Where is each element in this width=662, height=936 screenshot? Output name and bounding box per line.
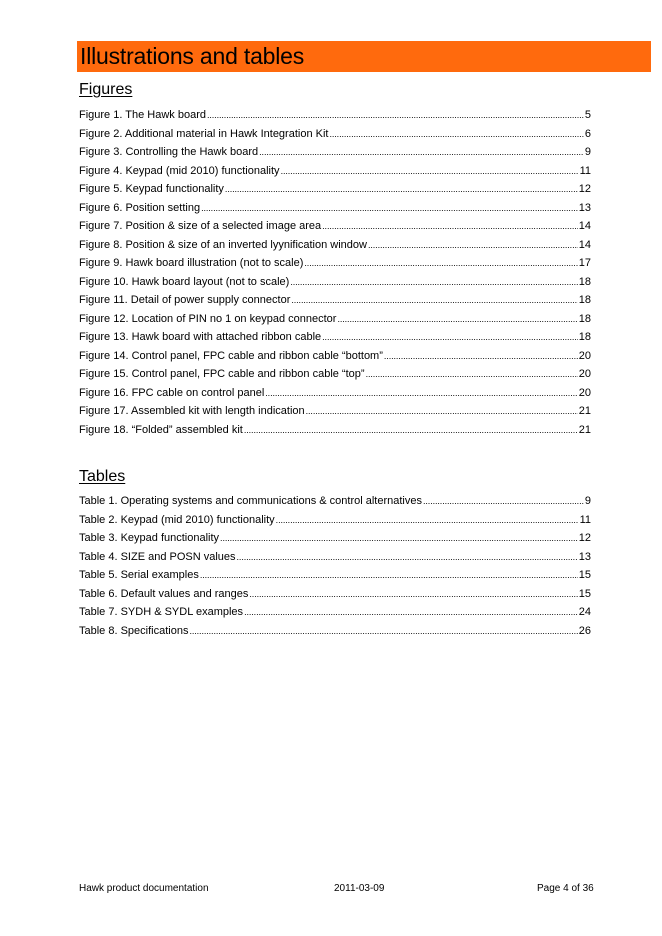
toc-entry[interactable] bbox=[79, 180, 591, 199]
page-title: Illustrations and tables bbox=[80, 43, 305, 69]
toc-entry-page: 21 bbox=[578, 405, 591, 417]
toc-entry-label: Table 5. Serial examples bbox=[79, 569, 199, 581]
toc-entry[interactable] bbox=[79, 603, 591, 622]
toc-leader-dots bbox=[207, 106, 584, 125]
toc-entry-page: 12 bbox=[578, 183, 591, 195]
toc-entry-label: Figure 9. Hawk board illustration (not to scale) bbox=[79, 257, 304, 269]
toc-leader-dots bbox=[249, 585, 577, 604]
toc-entry[interactable] bbox=[79, 511, 591, 530]
toc-entry-label: Table 4. SIZE and POSN values bbox=[79, 550, 236, 563]
toc-leader-dots bbox=[366, 365, 578, 384]
tables-heading: Tables bbox=[79, 468, 126, 485]
toc-leader-dots bbox=[201, 199, 578, 218]
toc-entry-label: Figure 4. Keypad (mid 2010) functionality bbox=[79, 164, 280, 177]
toc-entry-page: 21 bbox=[578, 423, 591, 436]
toc-entry[interactable] bbox=[79, 254, 591, 273]
toc-entry-label: Figure 5. Keypad functionality bbox=[79, 183, 224, 195]
toc-entry-label: Table 2. Keypad (mid 2010) functionality bbox=[79, 513, 275, 526]
toc-entry-label: Figure 11. Detail of power supply connector bbox=[79, 294, 291, 306]
toc-entry-label: Table 7. SYDH & SYDL examples bbox=[79, 606, 244, 618]
toc-leader-dots bbox=[337, 310, 577, 329]
toc-entry-label: Figure 16. FPC cable on control panel bbox=[79, 386, 265, 399]
toc-entry[interactable] bbox=[79, 384, 591, 403]
title-bar bbox=[77, 41, 651, 72]
toc-leader-dots bbox=[291, 291, 577, 310]
toc-leader-dots bbox=[304, 254, 577, 273]
footer-date: 2011-03-09 bbox=[334, 883, 385, 894]
footer-doc-name: Hawk product documentation bbox=[79, 883, 209, 894]
toc-entry[interactable] bbox=[79, 125, 591, 144]
toc-entry-label: Figure 12. Location of PIN no 1 on keypad connector bbox=[79, 312, 337, 325]
toc-entry-label: Figure 1. The Hawk board bbox=[79, 109, 206, 121]
toc-entry[interactable] bbox=[79, 347, 591, 366]
toc-entry-page: 18 bbox=[578, 331, 591, 343]
toc-entry-page: 11 bbox=[579, 513, 591, 526]
toc-leader-dots bbox=[281, 162, 579, 181]
toc-leader-dots bbox=[276, 511, 579, 530]
figures-list bbox=[79, 106, 591, 439]
toc-entry[interactable] bbox=[79, 548, 591, 567]
toc-entry-page: 20 bbox=[578, 368, 591, 380]
toc-leader-dots bbox=[384, 347, 578, 366]
toc-entry[interactable] bbox=[79, 492, 591, 511]
footer-page-number: Page 4 of 36 bbox=[537, 883, 594, 894]
toc-entry[interactable] bbox=[79, 365, 591, 384]
figures-heading: Figures bbox=[79, 81, 133, 98]
toc-entry-label: Figure 2. Additional material in Hawk Integration Kit bbox=[79, 127, 329, 140]
toc-leader-dots bbox=[368, 236, 578, 255]
toc-leader-dots bbox=[225, 180, 578, 199]
toc-entry-label: Figure 18. “Folded” assembled kit bbox=[79, 423, 243, 436]
toc-entry-page: 14 bbox=[578, 220, 591, 232]
toc-entry-page: 12 bbox=[578, 532, 591, 544]
toc-entry-page: 11 bbox=[579, 164, 591, 177]
toc-leader-dots bbox=[189, 622, 577, 641]
toc-leader-dots bbox=[265, 384, 577, 403]
toc-entry[interactable] bbox=[79, 402, 591, 421]
toc-entry-page: 14 bbox=[578, 238, 591, 251]
toc-entry-page: 13 bbox=[578, 550, 591, 563]
toc-entry[interactable] bbox=[79, 622, 591, 641]
toc-entry[interactable] bbox=[79, 566, 591, 585]
toc-leader-dots bbox=[306, 402, 578, 421]
toc-entry-page: 24 bbox=[578, 606, 591, 618]
toc-entry-label: Figure 13. Hawk board with attached ribbon cable bbox=[79, 331, 322, 343]
toc-leader-dots bbox=[329, 125, 583, 144]
toc-entry-page: 15 bbox=[578, 569, 591, 581]
toc-entry-label: Table 3. Keypad functionality bbox=[79, 532, 220, 544]
toc-leader-dots bbox=[259, 143, 584, 162]
toc-entry-label: Figure 17. Assembled kit with length indication bbox=[79, 405, 305, 417]
toc-leader-dots bbox=[237, 548, 578, 567]
toc-entry[interactable] bbox=[79, 529, 591, 548]
toc-entry-label: Figure 3. Controlling the Hawk board bbox=[79, 146, 259, 158]
toc-entry-page: 15 bbox=[578, 587, 591, 600]
toc-entry-label: Figure 15. Control panel, FPC cable and ribbon cable “top” bbox=[79, 368, 365, 380]
toc-entry-label: Table 1. Operating systems and communications & control alternatives bbox=[79, 495, 422, 507]
toc-leader-dots bbox=[244, 421, 578, 440]
toc-leader-dots bbox=[200, 566, 578, 585]
toc-entry[interactable] bbox=[79, 328, 591, 347]
toc-entry[interactable] bbox=[79, 236, 591, 255]
toc-entry-label: Figure 7. Position & size of a selected image area bbox=[79, 220, 322, 232]
toc-entry-page: 6 bbox=[584, 127, 591, 140]
toc-entry[interactable] bbox=[79, 199, 591, 218]
toc-leader-dots bbox=[423, 492, 584, 511]
toc-entry[interactable] bbox=[79, 273, 591, 292]
toc-leader-dots bbox=[322, 217, 578, 236]
toc-entry-page: 20 bbox=[578, 386, 591, 399]
toc-entry[interactable] bbox=[79, 106, 591, 125]
toc-entry-page: 17 bbox=[578, 257, 591, 269]
toc-entry-label: Figure 8. Position & size of an inverted lyynification window bbox=[79, 238, 367, 251]
toc-entry-page: 9 bbox=[584, 146, 591, 158]
toc-entry-page: 18 bbox=[578, 312, 591, 325]
toc-entry-label: Table 8. Specifications bbox=[79, 624, 189, 637]
toc-entry[interactable] bbox=[79, 585, 591, 604]
toc-entry-page: 26 bbox=[578, 624, 591, 637]
toc-entry-page: 5 bbox=[584, 109, 591, 121]
toc-entry-page: 18 bbox=[578, 275, 591, 288]
toc-entry[interactable] bbox=[79, 162, 591, 181]
toc-entry[interactable] bbox=[79, 291, 591, 310]
toc-entry-label: Table 6. Default values and ranges bbox=[79, 587, 249, 600]
toc-entry[interactable] bbox=[79, 217, 591, 236]
toc-entry-label: Figure 14. Control panel, FPC cable and ribbon cable “bottom” bbox=[79, 349, 383, 362]
toc-leader-dots bbox=[244, 603, 578, 622]
toc-entry[interactable] bbox=[79, 143, 591, 162]
tables-list bbox=[79, 492, 591, 640]
toc-entry-page: 13 bbox=[578, 201, 591, 214]
toc-entry-label: Figure 6. Position setting bbox=[79, 201, 201, 214]
toc-entry-page: 9 bbox=[584, 495, 591, 507]
toc-entry-page: 18 bbox=[578, 294, 591, 306]
toc-leader-dots bbox=[290, 273, 577, 292]
toc-entry[interactable] bbox=[79, 310, 591, 329]
toc-entry-page: 20 bbox=[578, 349, 591, 362]
toc-leader-dots bbox=[220, 529, 578, 548]
toc-entry-label: Figure 10. Hawk board layout (not to scale) bbox=[79, 275, 290, 288]
toc-leader-dots bbox=[322, 328, 578, 347]
toc-entry[interactable] bbox=[79, 421, 591, 440]
